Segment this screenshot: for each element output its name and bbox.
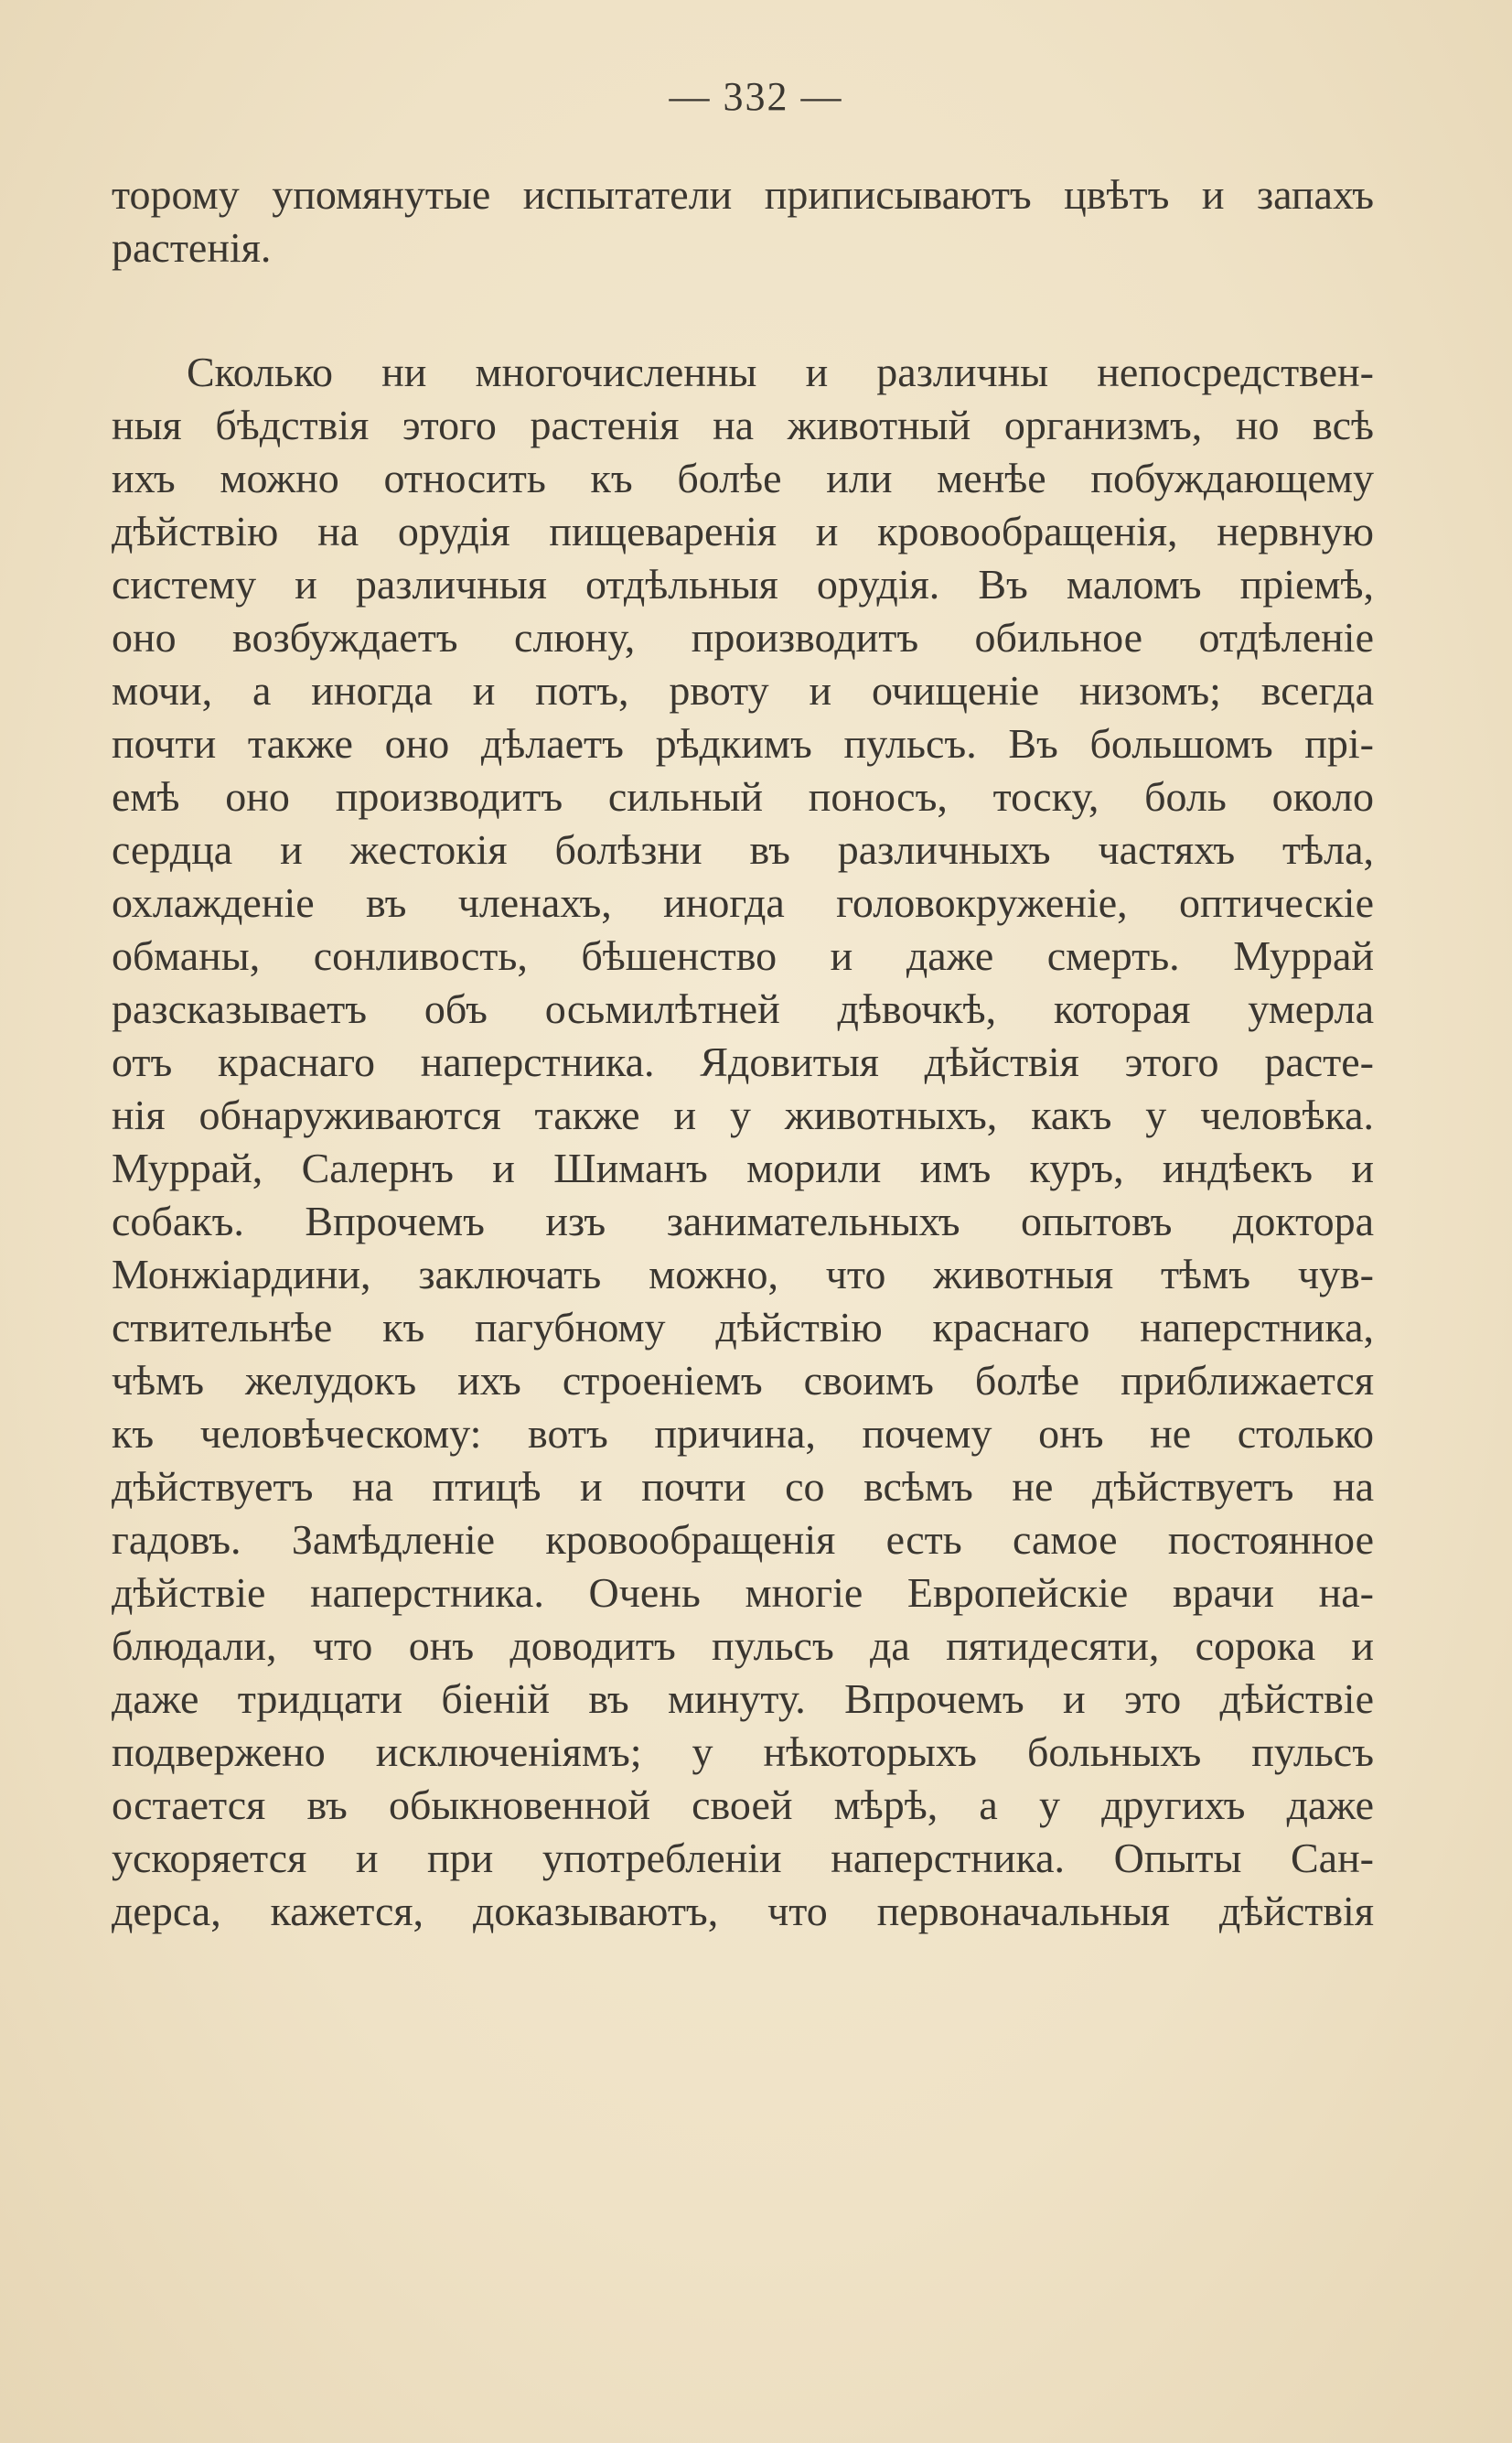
paragraph-2 [112, 346, 1374, 1938]
text-line: ускоряется и при употребленіи наперстника. Опыты Сан- [112, 1835, 1374, 1881]
text-line: собакъ. Впрочемъ изъ занимательныхъ опытовъ доктора [112, 1198, 1374, 1244]
text-line: Муррай, Салернъ и Шиманъ морили имъ куръ, индѣекъ и [112, 1145, 1374, 1191]
text-line: мочи, а иногда и потъ, рвоту и очищеніе низомъ; всегда [112, 667, 1374, 714]
text-line: растенія. [112, 224, 272, 271]
text-line: дѣйствуетъ на птицѣ и почти со всѣмъ не дѣйствуетъ на [112, 1463, 1374, 1510]
page-number: — 332 — [669, 74, 843, 119]
text-line: Монжіардини, заключать можно, что животныя тѣмъ чув- [112, 1251, 1374, 1297]
text-line: оно возбуждаетъ слюну, производитъ обильное отдѣленіе [112, 614, 1374, 661]
text-line: обманы, сонливость, бѣшенство и даже смерть. Муррай [112, 932, 1374, 979]
text-line: ствительнѣе къ пагубному дѣйствію краснаго наперстника, [112, 1304, 1374, 1351]
text-line: дерса, кажется, доказываютъ, что первоначальныя дѣйствія [112, 1888, 1374, 1934]
text-line: сердца и жестокія болѣзни въ различныхъ частяхъ тѣла, [112, 826, 1374, 873]
text-line: гадовъ. Замѣдленіе кровообращенія есть самое постоянное [112, 1516, 1374, 1563]
text-line: охлажденіе въ членахъ, иногда головокруженіе, оптическіе [112, 879, 1374, 926]
text-line: почти также оно дѣлаетъ рѣдкимъ пульсъ. Въ большомъ прі- [112, 720, 1374, 767]
text-line: дѣйствію на орудія пищеваренія и кровообращенія, нервную [112, 508, 1374, 554]
paragraph-1 [112, 168, 1374, 274]
text-line: разсказываетъ объ осьмилѣтней дѣвочкѣ, которая умерла [112, 985, 1374, 1032]
text-line: дѣйствіе наперстника. Очень многіе Европейскіе врачи на- [112, 1569, 1374, 1616]
text-line: подвержено исключеніямъ; у нѣкоторыхъ больныхъ пульсъ [112, 1728, 1374, 1775]
text-line: блюдали, что онъ доводитъ пульсъ да пятидесяти, сорока и [112, 1622, 1374, 1669]
text-line: чѣмъ желудокъ ихъ строеніемъ своимъ болѣе приближается [112, 1357, 1374, 1404]
text-line: къ человѣческому: вотъ причина, почему онъ не столько [112, 1410, 1374, 1457]
text-line: Сколько ни многочисленны и различны непосредствен- [187, 349, 1374, 395]
text-line: нія обнаруживаются также и у животныхъ, какъ у человѣка. [112, 1092, 1374, 1138]
text-line: ихъ можно относить къ болѣе или менѣе побуждающему [112, 455, 1374, 501]
text-line: даже тридцати біеній въ минуту. Впрочемъ и это дѣйствіе [112, 1675, 1374, 1722]
text-line: систему и различныя отдѣльныя орудія. Въ маломъ пріемѣ, [112, 561, 1374, 608]
text-line: емѣ оно производитъ сильный поносъ, тоску, боль около [112, 773, 1374, 820]
text-line: торому упомянутые испытатели приписываютъ цвѣтъ и запахъ [112, 171, 1374, 218]
text-line: отъ краснаго наперстника. Ядовитыя дѣйствія этого расте- [112, 1039, 1374, 1085]
text-line: ныя бѣдствія этого растенія на животный организмъ, но всѣ [112, 402, 1374, 448]
text-line: остается въ обыкновенной своей мѣрѣ, а у другихъ даже [112, 1781, 1374, 1828]
